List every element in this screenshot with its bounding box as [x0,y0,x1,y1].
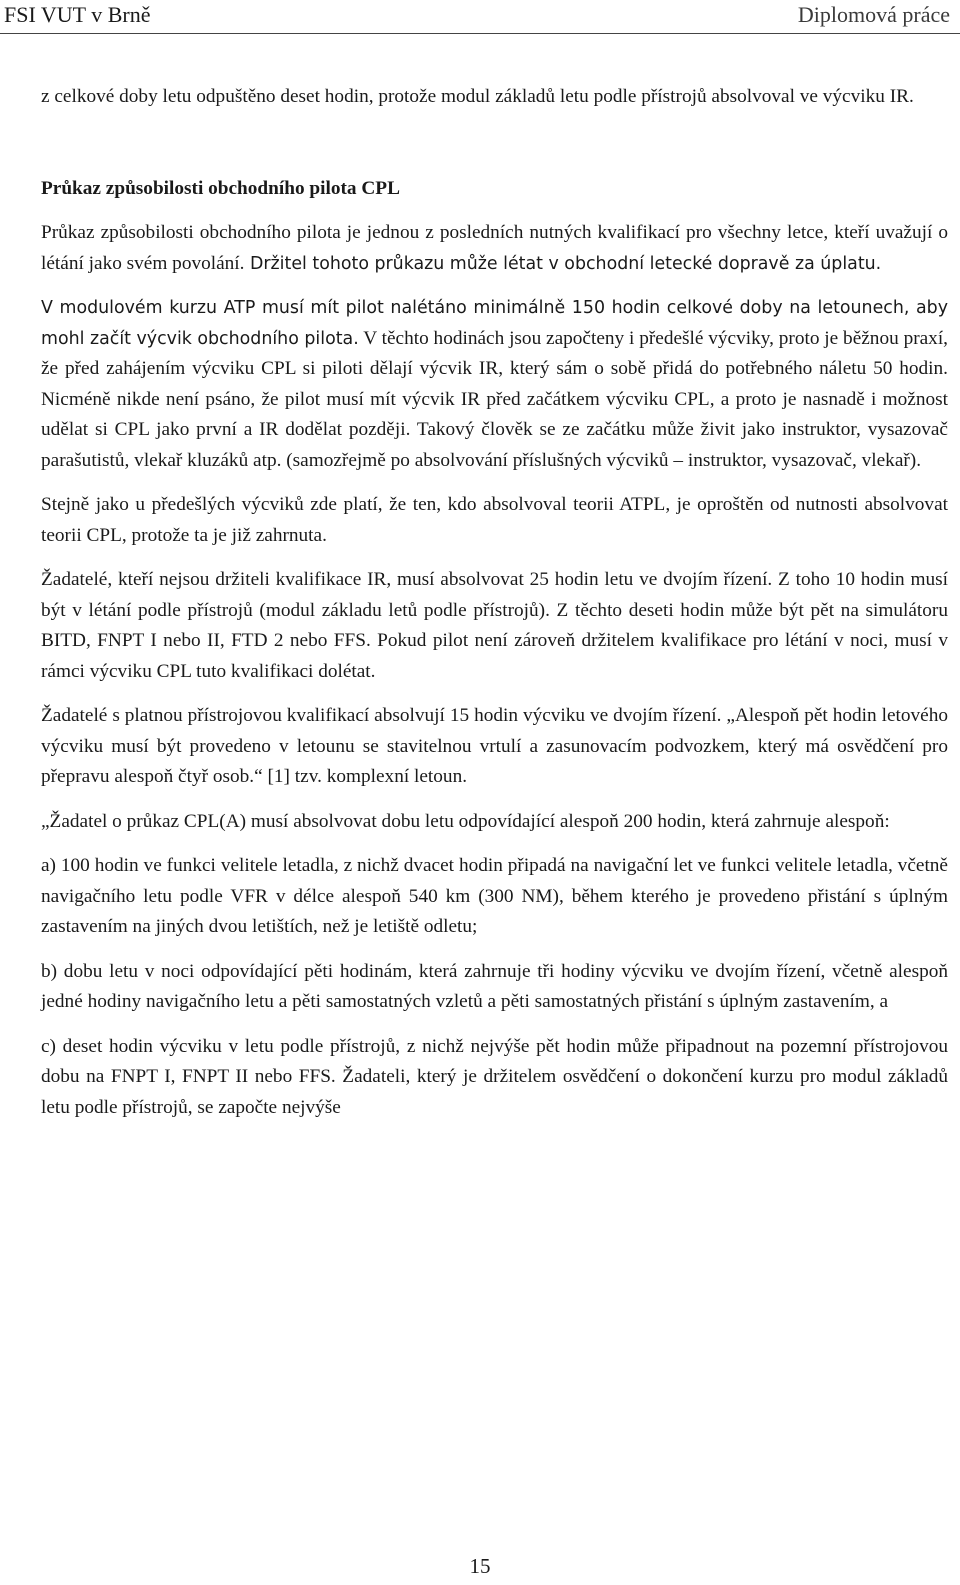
header-institution: FSI VUT v Brně [4,2,151,27]
paragraph-non-ir-applicants: Žadatelé, kteří nejsou držiteli kvalifikace IR, musí absolvovat 25 hodin letu ve dvojím řízení. Z toho 10 hodin musí být v létání podle přístrojů (modul základu letů podle přístrojů). Z těchto deseti hodin může být pět na simulátoru BITD, FNPT I nebo II, FTD 2 nebo FFS. Pokud pilot není zároveň držitelem kvalifikace pro létání v noci, musí v rámci výcviku CPL tuto kvalifikaci dolétat. [41,569,948,682]
paragraph-continuation: z celkové doby letu odpuštěno deset hodin, protože modul základů letu podle přístrojů absolvoval ve výcviku IR. [41,86,914,107]
document-body [41,82,948,1123]
paragraph-cpl-requirements: „Žadatel o průkaz CPL(A) musí absolvovat dobu letu odpovídající alespoň 200 hodin, která zahrnuje alespoň: [41,810,890,832]
paragraph-atp-modular-part1: V modulovém kurzu ATP musí mít pilot nalétáno minimálně 150 hodin celkové doby na letounech, aby mohl začít výcvik obchodního pilota. [41,298,948,349]
header-document-type: Diplomová práce [797,2,950,27]
paragraph-ir-applicants: Žadatelé s platnou přístrojovou kvalifikací absolvují 15 hodin výcviku ve dvojím řízení. „Alespoň pět hodin letového výcviku musí být provedeno v letounu se stavitelnou vrtulí a zasunovacím podvozkem, který má osvědčení pro přepravu alespoň čtyř osob.“ [1] tzv. komplexní letoun. [41,705,948,787]
header-divider [0,33,960,34]
list-item-a: a) 100 hodin ve funkci velitele letadla, z nichž dvacet hodin připadá na navigační let ve funkci velitele letadla, včetně navigačního letu podle VFR v délce alespoň 540 km (300 NM), během kterého je provedeno přistání s úplným zastavením na jiných dvou letištích, než je letiště odletu; [41,855,948,937]
page-header [0,0,960,34]
list-item-b: b) dobu letu v noci odpovídající pěti hodinám, která zahrnuje tři hodiny výcviku ve dvojím řízení, včetně alespoň jedné hodiny navigačního letu a pěti samostatných vzletů a pěti samostatných přistání s úplným zastavením, a [41,960,948,1012]
paragraph-atpl-theory: Stejně jako u předešlých výcviků zde platí, že ten, kdo absolvoval teorii ATPL, je oproštěn od nutnosti absolvovat teorii CPL, protože ta je již zahrnuta. [41,494,948,546]
paragraph-cpl-intro [41,218,948,279]
paragraph-atp-modular [41,293,948,476]
page-number: 15 [469,1554,491,1578]
list-item-c: c) deset hodin výcviku v letu podle přístrojů, z nichž nejvýše pět hodin může připadnout na pozemní přístrojovou dobu na FNPT I, FNPT II nebo FFS. Žadateli, který je držitelem osvědčení o dokončení kurzu pro modul základů letu podle přístrojů, se započte nejvýše [41,1035,948,1118]
section-heading: Průkaz způsobilosti obchodního pilota CPL [41,177,400,199]
paragraph-cpl-intro-part2: Držitel tohoto průkazu může létat v obchodní letecké dopravě za úplatu. [244,253,882,274]
paragraph-atp-modular-part2: V těchto hodinách jsou započteny i předešlé výcviky, proto je běžnou praxí, že před zahájením výcviku CPL si piloti dělají výcvik IR, který sám o sobě přidá do potřebného náletu 50 hodin. Nicméně nikde není psáno, že pilot musí mít výcvik IR před začátkem výcviku CPL, a proto je nasnadě i možnost udělat si CPL jako první a IR dodělat později. Takový člověk se ze začátku může živit jako instruktor, vysazovač parašutistů, vlekař kluzáků atp. (samozřejmě po absolvování příslušných výcviků – instruktor, vysazovač, vlekař). [41,327,948,471]
paragraph-cpl-intro-part1: Průkaz způsobilosti obchodního pilota je jednou z posledních nutných kvalifikací pro všechny letce, kteří uvažují o létání jako svém povolání. [41,222,948,274]
